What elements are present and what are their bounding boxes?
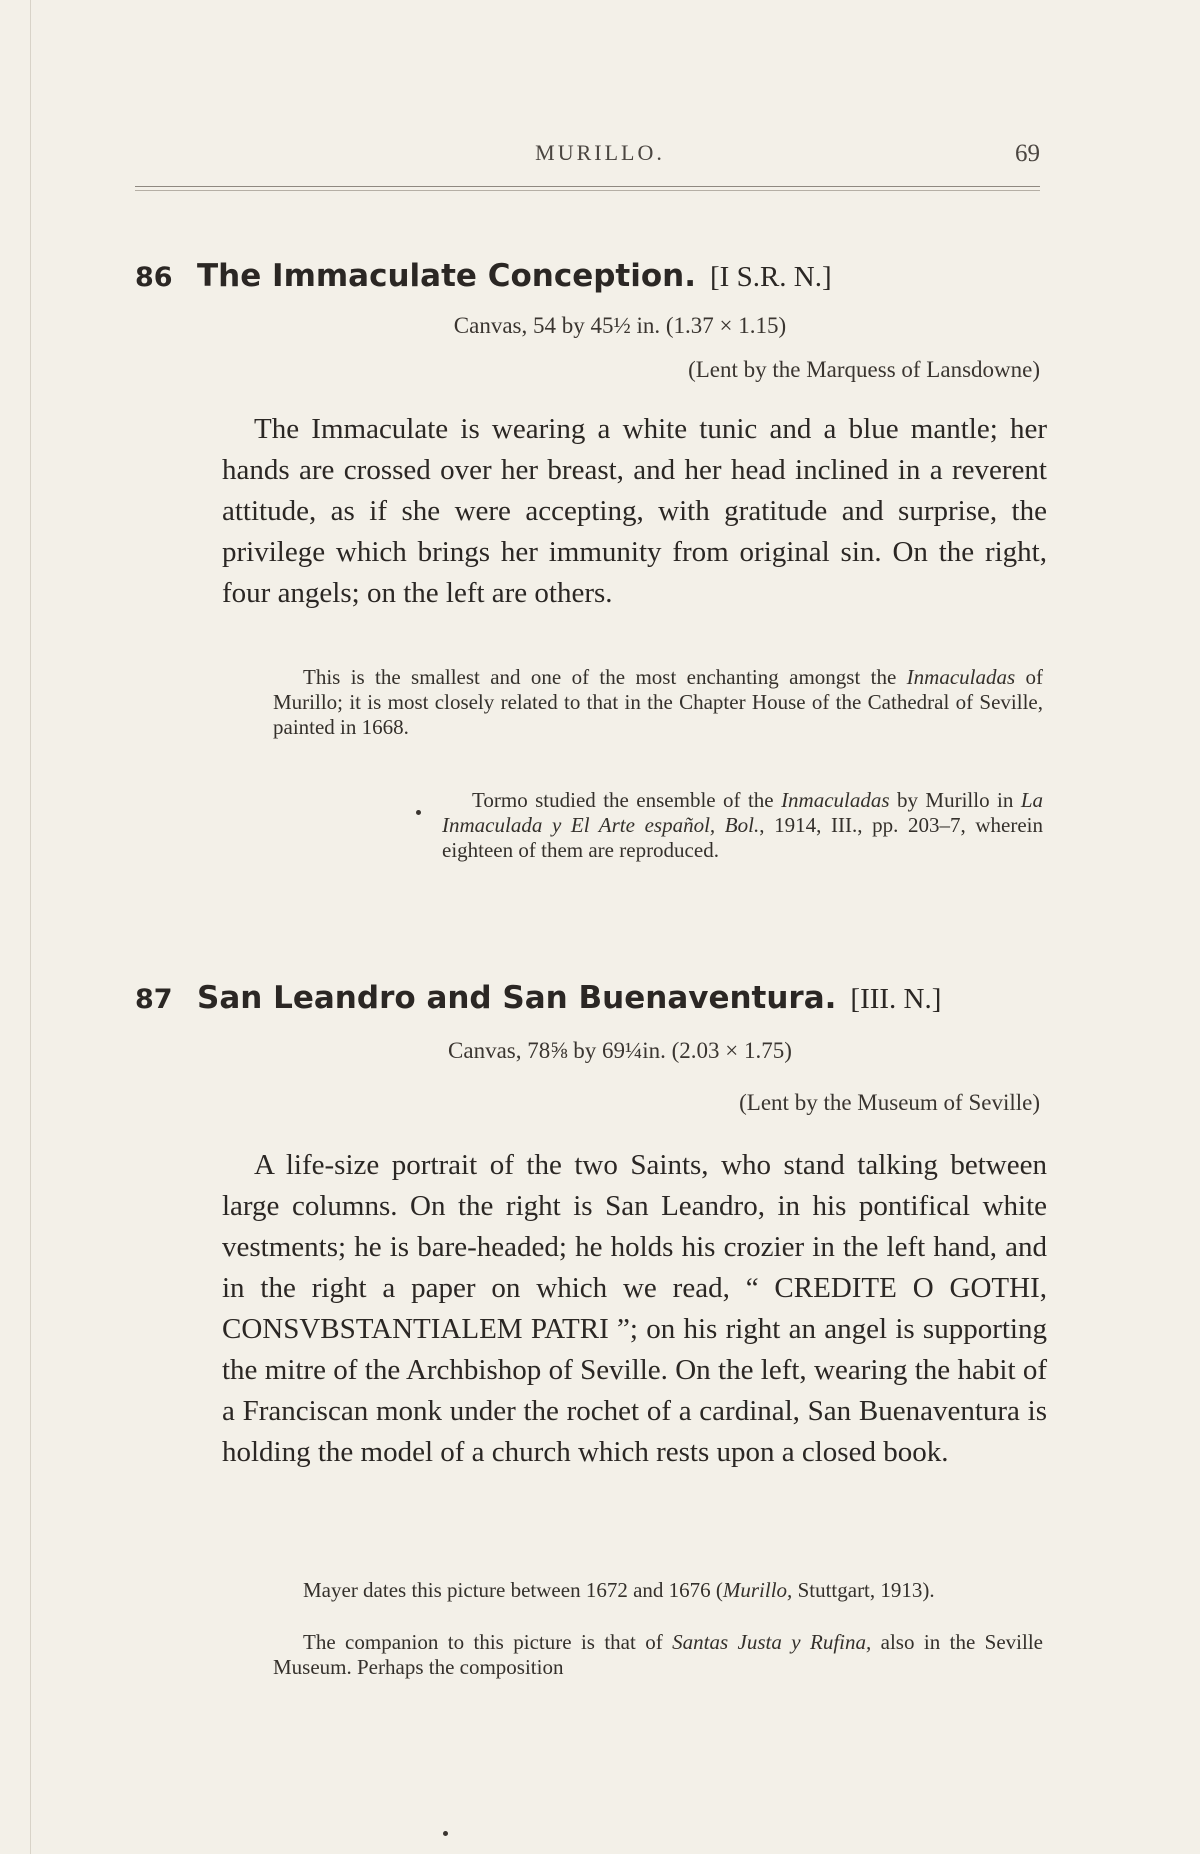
note-text: Mayer dates this picture between 1672 and 1676 ( xyxy=(303,1578,723,1602)
header-rule xyxy=(135,186,1040,187)
description-text: The Immaculate is wearing a white tunic and a blue mantle; her hands are crossed over her breast, and her head inclined in a reverent attitude, as if she were accepting, with gratitude and surprise, the privilege which brings her immunity from original sin. On the right, four angels; on the left are others. xyxy=(222,413,1047,609)
entry-title: The Immaculate Conception. xyxy=(197,258,697,294)
footnote-secondary xyxy=(442,788,1043,863)
page-mark xyxy=(443,1831,448,1836)
footnote-secondary xyxy=(273,1630,1043,1680)
footnote xyxy=(273,1578,1043,1603)
page-edge xyxy=(30,0,31,1854)
note-italic: Murillo, xyxy=(722,1578,793,1602)
entry-heading xyxy=(135,980,1040,1016)
entry-number: 86 xyxy=(135,262,173,293)
note-italic: La Inmaculada y El Arte español, Bol. xyxy=(442,788,1043,837)
footnote xyxy=(273,665,1043,740)
entry-number: 87 xyxy=(135,984,173,1015)
medium-dimensions: Canvas, 78⅝ by 69¼in. (2.03 × 1.75) xyxy=(448,1038,792,1063)
description xyxy=(222,1145,1047,1473)
note-text: This is the smallest and one of the most enchanting amongst the xyxy=(303,665,907,689)
note-text: The companion to this picture is that of xyxy=(303,1630,673,1654)
note-text: of Murillo; it is most closely related to that in the Chapter House of the Cathedral of Seville, painted in 1668. xyxy=(273,665,1044,739)
note-text: also in the Seville Museum. Perhaps the composition xyxy=(273,1630,1043,1679)
note-text: Tormo studied the ensemble of the xyxy=(472,788,782,812)
description xyxy=(222,409,1047,614)
entry-title: San Leandro and San Buenaventura. xyxy=(197,980,837,1016)
note-italic: Inmaculadas xyxy=(781,788,890,812)
description-text: A life-size portrait of the two Saints, who stand talking between large columns. On the right is San Leandro, in his pontifical white vestments; he is bare-headed; he holds his crozier in the left hand, and in the right a paper on which we read, “ CREDITE O GOTHI, CONSVBSTANTIALEM PATRI ”; on his right an angel is supporting the mitre of the Archbishop of Seville. On the left, wearing the habit of a Franciscan monk under the rochet of a cardinal, San Buenaventura is holding the model of a church which rests upon a closed book. xyxy=(222,1149,1047,1468)
header-rule-second xyxy=(135,190,1040,191)
room-reference: [III. N.] xyxy=(850,983,942,1015)
page-number: 69 xyxy=(1015,140,1040,167)
medium-dimensions: Canvas, 54 by 45½ in. (1.37 × 1.15) xyxy=(453,313,787,338)
note-text: , 1914, III., pp. 203–7, wherein eighteen of them are reproduced. xyxy=(442,813,1043,862)
note-text: by Murillo in xyxy=(889,788,1021,812)
note-italic: Inmaculadas xyxy=(906,665,1016,689)
note-italic: Santas Justa y Rufina, xyxy=(672,1630,872,1654)
lender: (Lent by the Museum of Seville) xyxy=(739,1090,1040,1115)
lender: (Lent by the Marquess of Lansdowne) xyxy=(688,357,1040,382)
bullet-mark xyxy=(416,810,421,815)
room-reference: [I S.R. N.] xyxy=(710,261,832,293)
entry-heading xyxy=(135,258,1040,294)
running-head xyxy=(0,140,1200,180)
note-text: Stuttgart, 1913). xyxy=(792,1578,935,1602)
running-head-title: MURILLO. xyxy=(535,140,665,165)
